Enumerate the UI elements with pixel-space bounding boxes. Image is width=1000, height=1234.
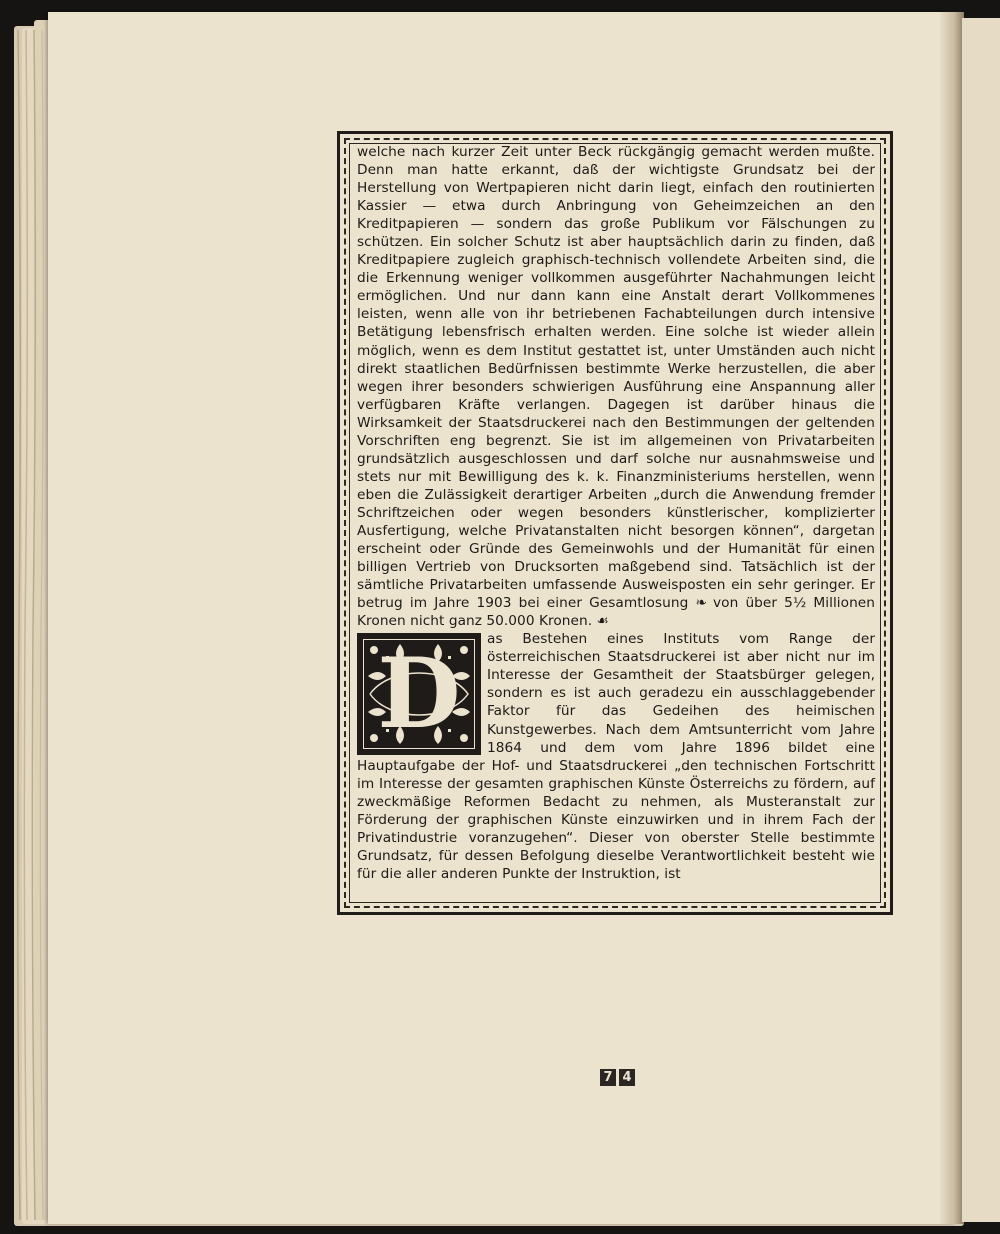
page-number-digit-1: 7 — [600, 1069, 616, 1086]
paragraph-2 — [357, 630, 875, 883]
paragraph-2-text: as Bestehen eines Instituts vom Range der österreichischen Staatsdruckerei ist aber nicht nur im Interesse der Gesamtheit der Staatsbürger gelegen, sondern es ist auch geradezu ein ausschlaggebender Faktor für das Gedeihen des heimischen Kunstgewerbes. Nach dem Amtsunterricht vom Jahre 1864 und dem vom Jahre 1896 bildet eine Hauptaufgabe der Hof- und Staatsdruckerei „den technischen Fortschritt im Interesse der gesamten graphischen Künste Österreichs zu fördern, auf zweckmäßige Reformen Bedacht zu nehmen, als Musteranstalt zur Förderung der graphischen Künste einzuwirken und in ihrem Fach der Privatindustrie voranzugehen“. Dieser von oberster Stelle bestimmte Grundsatz, für dessen Befolgung dieselbe Verantwortlichkeit besteht wie für die aller anderen Punkte der Instruktion, ist — [357, 631, 875, 882]
book-gutter — [940, 12, 964, 1224]
body-text — [357, 143, 875, 883]
drop-cap-letter: D — [377, 637, 461, 751]
paragraph-1 — [357, 143, 875, 630]
paragraph-1-text: welche nach kurzer Zeit unter Beck rückgängig gemacht werden mußte. Denn man hatte erkannt, daß der wichtigste Grundsatz bei der Herstellung von Wertpapieren nicht darin liegt, einfach den routinierten Kassier — etwa durch Anbringung von Geheimzeichen an den Kreditpapieren — sondern das große Publikum vor Fälschungen zu schützen. Ein solcher Schutz ist aber hauptsächlich darin zu finden, daß Kreditpapiere zugleich graphisch-technisch vollendete Arbeiten sind, die die Erkennung weniger vollkommen ausgeführter Nachahmungen leicht ermöglichen. Und nur dann kann eine Anstalt derart Vollkommenes leisten, wenn alle von ihr betriebenen Fachabteilungen durch intensive Betätigung lebensfrisch erhalten werden. Eine solche ist wieder allein möglich, wenn es dem Institut gestattet ist, unter Umständen auch nicht direkt staatlichen Bedürfnissen bestimmte Werke herzustellen, die aber wegen ihrer besonders schwierigen Ausführung eine Anspannung aller verfügbaren Kräfte verlangen. Dagegen ist darüber hinaus die Wirksamkeit der Staatsdruckerei nach den Bestimmungen der geltenden Vorschriften eng begrenzt. Sie ist im allgemeinen von Privatarbeiten grundsätzlich ausgeschlossen und darf solche nur ausnahmsweise und stets nur mit Bewilligung des k. k. Finanzministeriums herstellen, wenn eben die Zulässigkeit derartiger Arbeiten „durch die Anwendung fremder Schriftzeichen oder wegen besonders künstlerischer, komplizierter Ausfertigung, welche Privatanstalten nicht besorgen können“, dargetan erscheint oder Gründe des Gemeinwohls und der Humanität für einen billigen Vertrieb von Drucksorten maßgebend sind. Tatsächlich ist der sämtliche Privatarbeiten umfassende Ausweisposten ein sehr geringer. Er betrug im Jahre 1903 bei einer Gesamtlosung — [357, 144, 875, 612]
ornament-right-icon: ☙ — [596, 613, 608, 630]
page-number-digit-2: 4 — [619, 1069, 635, 1086]
page-number — [600, 1069, 635, 1086]
ornament-left-icon: ❧ — [695, 595, 706, 612]
facing-page-edge — [962, 18, 1000, 1222]
drop-cap-initial — [357, 633, 481, 755]
paragraph-1-end: von über 5½ Millionen Kronen nicht ganz 50.000 Kronen. — [357, 595, 875, 630]
